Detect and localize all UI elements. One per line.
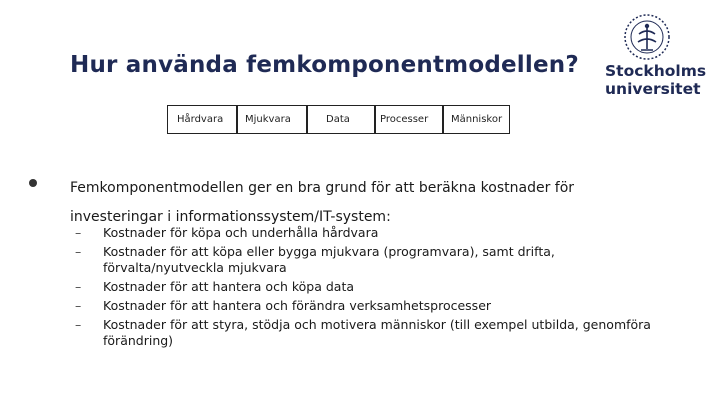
dash-icon: – <box>75 317 82 332</box>
list-item: – Kostnader för köpa och underhålla hårdvara <box>75 225 379 240</box>
component-data: Data <box>326 114 350 125</box>
list-item: – Kostnader för att hantera och förändra verksamhetsprocesser <box>75 298 492 313</box>
list-item: – Kostnader för att styra, stödja och motivera människor (till exempel utbilda, genomföra förändring) <box>75 317 651 348</box>
component-boxes <box>167 105 510 134</box>
bullet-text: Femkomponentmodellen ger en bra grund för att beräkna kostnader för investeringar i informationssystem/IT-system: <box>70 180 575 225</box>
list-item: – Kostnader för att köpa eller bygga mjukvara (programvara), samt drifta, förvalta/nyutveckla mjukvara <box>75 244 555 275</box>
cost-sub-list <box>75 225 675 352</box>
bullet-point <box>29 179 37 187</box>
dash-icon: – <box>75 225 82 240</box>
slide-title: Hur använda femkomponentmodellen? <box>70 52 579 78</box>
university-seal-icon <box>623 12 671 62</box>
dash-icon: – <box>75 298 82 313</box>
component-people: Människor <box>451 114 503 125</box>
dash-icon: – <box>75 279 82 294</box>
university-logo-text: Stockholms universitet <box>605 62 707 98</box>
component-software: Mjukvara <box>245 114 291 125</box>
university-logo <box>605 12 713 107</box>
dash-icon: – <box>75 244 82 259</box>
list-item: – Kostnader för att hantera och köpa data <box>75 279 355 294</box>
component-hardware: Hårdvara <box>177 114 224 125</box>
component-processes: Processer <box>380 114 429 125</box>
